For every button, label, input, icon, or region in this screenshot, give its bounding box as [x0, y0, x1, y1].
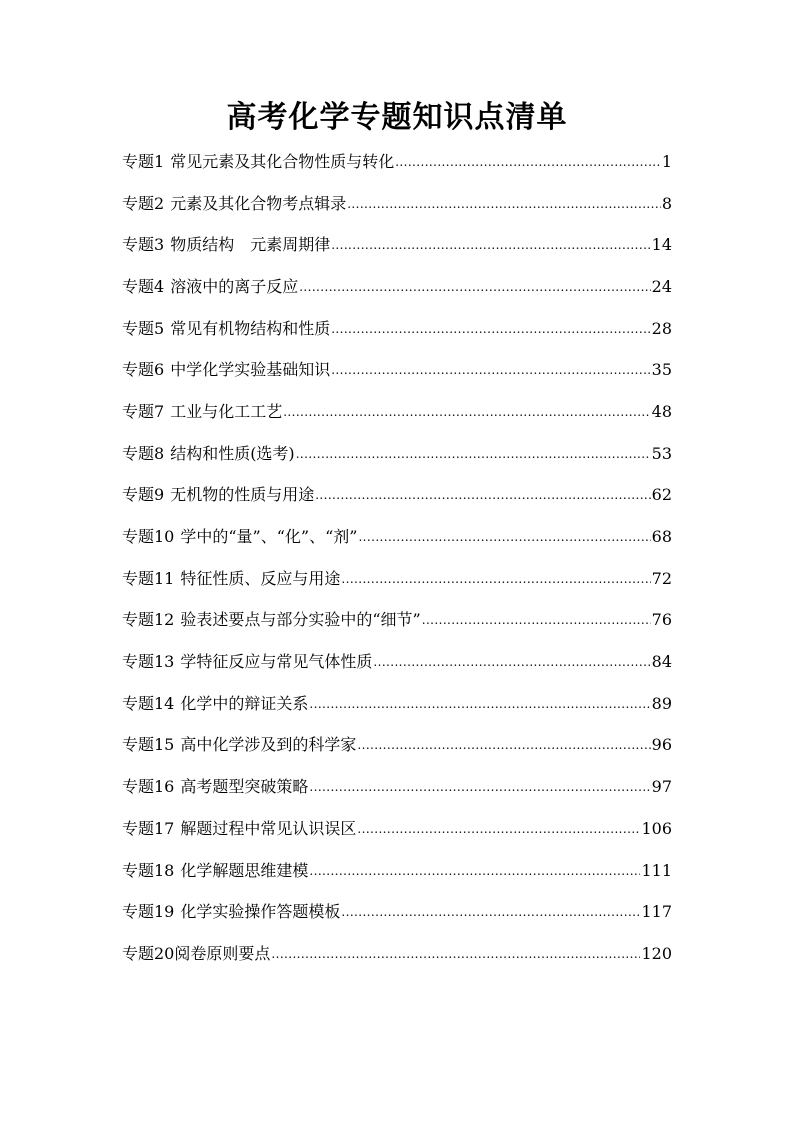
toc-label: 专题12: [122, 610, 175, 630]
toc-entry: [122, 641, 672, 683]
toc-topic: 化学中的辩证关系: [180, 693, 309, 713]
toc-topic: 常见有机物结构和性质: [170, 318, 331, 338]
toc-label: 专题2: [122, 193, 165, 213]
toc-leader-dots: [357, 735, 650, 755]
toc-page-number: 120: [641, 943, 672, 963]
toc-page-number: 62: [651, 485, 672, 505]
page-title: 高考化学专题知识点清单: [226, 100, 568, 135]
toc-topic: 高中化学涉及到的科学家: [180, 735, 357, 755]
toc-topic: 工业与化工工艺: [170, 401, 283, 421]
toc-entry: [122, 558, 672, 600]
toc-entry: [122, 141, 672, 183]
toc-leader-dots: [373, 652, 650, 672]
toc-leader-dots: [357, 819, 640, 839]
toc-page-number: 111: [641, 860, 672, 880]
toc-topic: 高考题型突破策略: [180, 777, 309, 797]
toc-leader-dots: [296, 444, 651, 464]
toc-leader-dots: [331, 235, 650, 255]
toc-page-number: 96: [651, 735, 672, 755]
toc-topic: 无机物的性质与用途: [170, 485, 315, 505]
toc-entry: [122, 725, 672, 767]
toc-page-number: 1: [661, 151, 672, 171]
toc-topic: 结构和性质(选考): [170, 443, 295, 463]
toc-page-number: 117: [641, 902, 672, 922]
toc-leader-dots: [341, 569, 650, 589]
toc-topic: 解题过程中常见认识误区: [180, 818, 357, 838]
toc-topic: 化学解题思维建模: [180, 860, 309, 880]
toc-label: 专题17: [122, 818, 175, 838]
toc-page-number: 89: [651, 693, 672, 713]
toc-topic: 元素及其化合物考点辑录: [170, 193, 347, 213]
toc-page-number: 48: [651, 401, 672, 421]
toc-entry: [122, 266, 672, 308]
toc-leader-dots: [422, 610, 651, 630]
toc-label: 专题7: [122, 401, 165, 421]
toc-page-number: 8: [661, 193, 672, 213]
toc-leader-dots: [341, 902, 640, 922]
toc-topic: 特征性质、反应与用途: [180, 568, 341, 588]
toc-page-number: 35: [651, 360, 672, 380]
toc-topic: 化学实验操作答题模板: [180, 902, 341, 922]
toc-page-number: 14: [651, 235, 672, 255]
toc-page-number: 106: [641, 818, 672, 838]
toc-label: 专题18: [122, 860, 175, 880]
toc-page-number: 68: [651, 527, 672, 547]
toc-page-number: 28: [651, 318, 672, 338]
toc-leader-dots: [331, 319, 650, 339]
toc-leader-dots: [358, 527, 650, 547]
toc-page-number: 76: [651, 610, 672, 630]
toc-entry: [122, 433, 672, 475]
toc-label: 专题19: [122, 902, 175, 922]
toc-topic: 溶液中的离子反应: [170, 276, 299, 296]
toc-topic: 学特征反应与常见气体性质: [180, 652, 373, 672]
toc-label: 专题14: [122, 693, 175, 713]
toc-leader-dots: [315, 485, 650, 505]
toc-page-number: 24: [651, 276, 672, 296]
toc-entry: [122, 183, 672, 225]
toc-label: 专题1: [122, 151, 165, 171]
toc-label: 专题15: [122, 735, 175, 755]
toc-leader-dots: [309, 861, 640, 881]
toc-page-number: 97: [651, 777, 672, 797]
toc-label: 专题11: [122, 568, 175, 588]
toc-entry: [122, 808, 672, 850]
toc-entry: [122, 891, 672, 933]
toc-leader-dots: [283, 402, 650, 422]
toc-label: 专题10: [122, 527, 175, 547]
toc-entry: [122, 600, 672, 642]
toc-label: 专题3: [122, 235, 165, 255]
toc-leader-dots: [299, 277, 650, 297]
toc-leader-dots: [331, 360, 650, 380]
toc-page-number: 72: [651, 568, 672, 588]
toc-label: 专题4: [122, 276, 165, 296]
toc-label: 专题6: [122, 360, 165, 380]
table-of-contents: [122, 141, 672, 975]
toc-entry: [122, 933, 672, 975]
toc-entry: [122, 308, 672, 350]
toc-leader-dots: [395, 152, 661, 172]
toc-label: 专题8: [122, 443, 165, 463]
toc-topic: 验表述要点与部分实验中的“细节”: [180, 610, 421, 630]
toc-page-number: 53: [651, 443, 672, 463]
toc-entry: [122, 224, 672, 266]
toc-entry: [122, 850, 672, 892]
toc-label: 专题5: [122, 318, 165, 338]
toc-entry: [122, 766, 672, 808]
toc-entry: [122, 516, 672, 558]
toc-entry: [122, 683, 672, 725]
toc-leader-dots: [309, 777, 650, 797]
toc-label: 专题9: [122, 485, 165, 505]
toc-label: 专题20: [122, 943, 175, 963]
toc-topic: 中学化学实验基础知识: [170, 360, 331, 380]
toc-page-number: 84: [651, 652, 672, 672]
toc-entry: [122, 391, 672, 433]
toc-topic: 常见元素及其化合物性质与转化: [170, 151, 395, 171]
toc-topic: 学中的“量”、“化”、“剂”: [180, 527, 358, 547]
toc-leader-dots: [271, 944, 640, 964]
toc-label: 专题16: [122, 777, 175, 797]
toc-topic: 阅卷原则要点: [174, 943, 271, 963]
toc-entry: [122, 475, 672, 517]
toc-leader-dots: [347, 194, 661, 214]
toc-topic: 物质结构 元素周期律: [170, 235, 331, 255]
toc-entry: [122, 349, 672, 391]
toc-label: 专题13: [122, 652, 175, 672]
toc-leader-dots: [309, 694, 650, 714]
